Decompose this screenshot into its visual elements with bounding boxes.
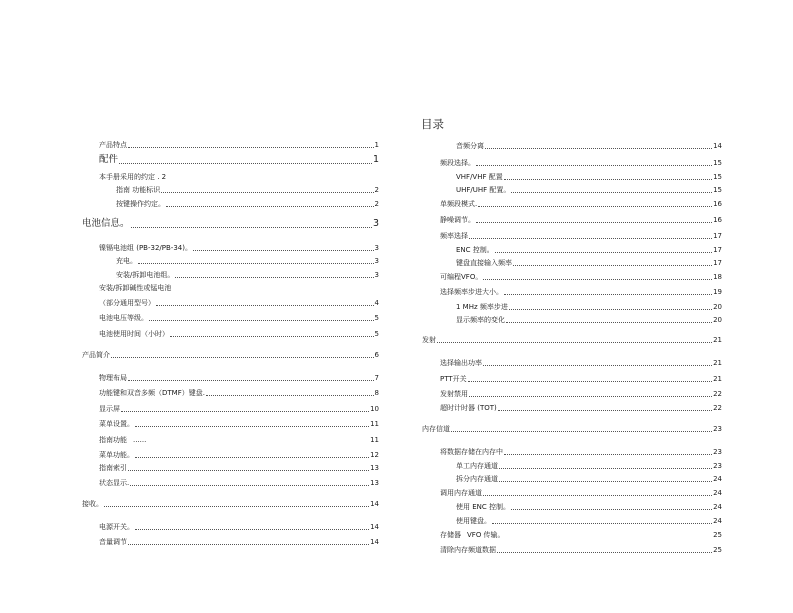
toc-page-number: 23 [713, 425, 722, 433]
toc-entry-label: 显示屏 [99, 405, 120, 413]
toc-entry[interactable] [456, 501, 722, 513]
toc-leader-dots [451, 431, 712, 432]
toc-entry[interactable] [456, 171, 722, 183]
toc-entry[interactable] [440, 446, 722, 458]
toc-entry[interactable] [456, 515, 722, 527]
toc-page-number: 19 [713, 288, 722, 296]
toc-page-number: 10 [370, 405, 379, 413]
toc-leader-dots [156, 305, 374, 306]
toc-entry[interactable] [440, 402, 722, 414]
toc-page-number: 14 [713, 142, 722, 150]
toc-entry[interactable] [99, 328, 379, 340]
toc-entry-label: 超时计时器 (TOT) [440, 404, 497, 412]
toc-leader-dots [478, 206, 712, 207]
toc-entry[interactable] [422, 334, 722, 346]
toc-entry[interactable] [440, 157, 722, 169]
toc-page-number: 1 [372, 154, 379, 165]
toc-page-number: 3 [374, 257, 379, 265]
toc-page-number: 17 [713, 259, 722, 267]
toc-entry-label: 指南索引 [99, 464, 127, 472]
toc-leader-dots [499, 481, 712, 482]
toc-entry[interactable] [99, 312, 379, 324]
toc-page-number: 24 [713, 475, 722, 483]
toc-leader-dots [513, 265, 712, 266]
toc-entry-label: 电池信息。 [82, 218, 130, 229]
toc-page-number: 24 [713, 517, 722, 525]
toc-page-number: 2 [374, 200, 379, 208]
toc-leader-dots [135, 426, 369, 427]
toc-entry[interactable] [456, 140, 722, 152]
toc-entry[interactable] [456, 314, 722, 326]
toc-entry-label: 选择输出功率 [440, 359, 482, 367]
toc-entry[interactable] [99, 536, 379, 548]
toc-leader-dots [469, 238, 712, 239]
toc-leader-dots [206, 395, 374, 396]
toc-entry-label: 指南 功能标识 [116, 186, 161, 194]
toc-leader-dots [175, 277, 373, 278]
toc-entry[interactable] [440, 198, 722, 210]
toc-entry[interactable] [99, 403, 379, 415]
toc-entry-label: 按键操作约定。 [116, 200, 165, 208]
toc-title: 目录 [421, 117, 444, 131]
toc-page-number: 1 [374, 141, 379, 149]
toc-entry-label: 发射 [422, 336, 436, 344]
toc-leader-dots [499, 468, 712, 469]
toc-entry[interactable] [440, 373, 722, 385]
toc-entry[interactable] [116, 198, 379, 210]
toc-leader-dots [469, 396, 712, 397]
toc-leader-dots [130, 485, 369, 486]
toc-entry[interactable] [82, 217, 379, 231]
toc-entry-label: 清除内存频道数据 [440, 546, 496, 554]
toc-entry[interactable] [99, 434, 379, 446]
toc-leader-dots [128, 544, 369, 545]
toc-leader-dots [170, 336, 374, 337]
toc-page-number: 11 [370, 420, 379, 428]
toc-page-number: 22 [713, 390, 722, 398]
toc-entry[interactable] [440, 487, 722, 499]
toc-entry-label: UHF/UHF 配置。 [456, 186, 511, 194]
toc-entry-label: 指南功能 [99, 436, 127, 444]
toc-leader-dots [485, 148, 712, 149]
toc-entry-label: 使用键盘。 [456, 517, 491, 525]
toc-leader-dots [119, 163, 372, 164]
toc-entry-label: 使用 ENC 控制。 [456, 503, 510, 511]
toc-leader-dots [166, 206, 374, 207]
toc-leader-dots [492, 523, 712, 524]
toc-entry-label: VHF/VHF 配置 [456, 173, 503, 181]
toc-leader-dots [131, 227, 372, 228]
toc-leader-dots [121, 411, 369, 412]
toc-entry[interactable] [99, 462, 379, 474]
toc-page-number: 16 [713, 200, 722, 208]
toc-page-number: 14 [370, 538, 379, 546]
toc-entry-label: 功能键和双音多频（DTMF）键盘. [99, 389, 205, 397]
toc-leader-dots [111, 357, 374, 358]
toc-page-number: 13 [370, 479, 379, 487]
toc-page-number: 5 [374, 314, 379, 322]
toc-page-number: 24 [713, 489, 722, 497]
toc-leader-dots [128, 380, 374, 381]
toc-entry[interactable] [116, 255, 379, 267]
toc-entry[interactable] [440, 529, 722, 541]
toc-entry-label: 频率选择 [440, 232, 468, 240]
toc-entry-label: 配件 [99, 154, 119, 165]
toc-entry-label: （部分通用型号） [99, 299, 155, 307]
toc-entry-label: 单频段模式. [440, 200, 478, 208]
toc-entry[interactable] [99, 521, 379, 533]
toc-entry-label: PTT开关 [440, 375, 467, 383]
toc-entry-label: 电池电压等级。 [99, 314, 148, 322]
toc-leader-dots [483, 365, 712, 366]
toc-entry-label: 本手册采用的约定 . 2 [99, 173, 167, 181]
toc-page-number: 3 [372, 218, 379, 229]
toc-leader-dots [104, 506, 369, 507]
toc-leader-dots [476, 222, 712, 223]
toc-entry[interactable] [99, 171, 200, 183]
toc-entry[interactable] [99, 282, 300, 294]
toc-page-number: 21 [713, 375, 722, 383]
toc-entry-label: 安装/拆卸电池组。 [116, 271, 175, 279]
toc-leader-dots [483, 279, 712, 280]
toc-page-number: 3 [374, 244, 379, 252]
toc-leader-dots [135, 457, 369, 458]
toc-page-number: 21 [713, 336, 722, 344]
toc-page-number: 20 [713, 303, 722, 311]
toc-entry-label: 调用内存通道 [440, 489, 482, 497]
toc-page-number: 14 [370, 500, 379, 508]
toc-leader-dots [498, 410, 712, 411]
toc-page-number: 14 [370, 523, 379, 531]
toc-entry[interactable] [99, 242, 379, 254]
toc-entry-label: 音频分离 [456, 142, 484, 150]
toc-entry-label: 可编程VFO。 [440, 273, 483, 281]
toc-page-number: 7 [374, 374, 379, 382]
toc-leader-dots [511, 192, 712, 193]
toc-page-number: 25 [713, 546, 722, 554]
toc-entry-label: 存储器 [440, 531, 461, 539]
toc-entry-label: 菜单功能。 [99, 451, 134, 459]
toc-entry-label: 音量调节 [99, 538, 127, 546]
toc-leader-dots [193, 250, 374, 251]
toc-entry[interactable] [440, 544, 722, 556]
toc-page-number: 15 [713, 186, 722, 194]
toc-entry-label: 状态显示. [99, 479, 130, 487]
toc-leader-dots [149, 320, 374, 321]
toc-entry-label: 静噪调节。 [440, 216, 475, 224]
toc-page-number: 13 [370, 464, 379, 472]
toc-leader-dots [128, 470, 369, 471]
toc-entry-label: 镍镉电池组 (PB-32/PB-34)。 [99, 244, 192, 252]
toc-entry-label: 显示频率的变化 [456, 316, 505, 324]
toc-entry-label: 物理布局 [99, 374, 127, 382]
toc-entry[interactable] [440, 357, 722, 369]
toc-entry[interactable] [456, 473, 722, 485]
toc-entry[interactable] [82, 349, 379, 361]
toc-entry-label: 1 MHz 频率步进 [456, 303, 508, 311]
toc-leader-dots [509, 309, 712, 310]
toc-entry[interactable] [456, 301, 722, 313]
toc-leader-dots [511, 509, 712, 510]
toc-entry-label: 充电。 [116, 257, 137, 265]
toc-leader-dots [504, 454, 712, 455]
toc-entry-label: 产品特点 [99, 141, 127, 149]
toc-page-number: 25 [713, 531, 722, 539]
toc-entry[interactable] [99, 418, 379, 430]
toc-entry[interactable] [440, 271, 722, 283]
toc-leader-dots [135, 529, 369, 530]
toc-page-number: 22 [713, 404, 722, 412]
toc-entry-label: 电源开关。 [99, 523, 134, 531]
toc-page-number: 20 [713, 316, 722, 324]
toc-leader-dots [495, 252, 712, 253]
toc-entry[interactable] [99, 449, 379, 461]
toc-leader-dots [504, 179, 712, 180]
toc-page-number: 4 [374, 299, 379, 307]
toc-entry-mid-text: VFO 传输。 [467, 531, 505, 539]
toc-entry[interactable] [456, 460, 722, 472]
toc-leader-dots [437, 342, 712, 343]
toc-page-number: 23 [713, 448, 722, 456]
toc-leader-dots [504, 294, 712, 295]
toc-leader-dots [128, 147, 374, 148]
toc-page-number: 24 [713, 503, 722, 511]
toc-entry[interactable] [82, 498, 379, 510]
toc-entry[interactable] [440, 230, 722, 242]
toc-page-number: 16 [713, 216, 722, 224]
toc-entry-label: 单工内存通道 [456, 462, 498, 470]
toc-page-number: 3 [374, 271, 379, 279]
toc-leader-dots [468, 381, 712, 382]
toc-entry-label: 键盘直接输入频率 [456, 259, 512, 267]
toc-entry[interactable] [99, 153, 379, 167]
toc-page-number: 11 [370, 436, 379, 444]
toc-entry[interactable] [440, 388, 722, 400]
toc-leader-dots [476, 165, 712, 166]
toc-entry[interactable] [456, 244, 722, 256]
toc-entry-label: 发射禁用 [440, 390, 468, 398]
toc-page-number: 15 [713, 159, 722, 167]
toc-entry-label: 安装/拆卸碱性或锰电池 [99, 284, 172, 292]
toc-page-number: 15 [713, 173, 722, 181]
toc-page-number: 12 [370, 451, 379, 459]
toc-leader-dots [138, 263, 374, 264]
toc-page-number: 21 [713, 359, 722, 367]
toc-entry-label: 将数据存储在内存中 [440, 448, 503, 456]
toc-entry-label: ENC 控制。 [456, 246, 494, 254]
toc-entry[interactable] [422, 423, 722, 435]
toc-entry[interactable] [99, 477, 379, 489]
toc-leader-dots [483, 495, 712, 496]
toc-entry-label: 接收。 [82, 500, 103, 508]
toc-entry-label: 拆分内存通道 [456, 475, 498, 483]
toc-entry[interactable] [99, 372, 379, 384]
toc-entry[interactable] [456, 184, 722, 196]
toc-page-number: 18 [713, 273, 722, 281]
toc-entry[interactable] [99, 387, 379, 399]
toc-page-number: 6 [374, 351, 379, 359]
toc-entry[interactable] [456, 257, 722, 269]
toc-page-number: 5 [374, 330, 379, 338]
toc-leader-dots [161, 192, 373, 193]
toc-entry[interactable] [440, 214, 722, 226]
toc-entry-label: 产品简介 [82, 351, 110, 359]
toc-entry-label: 频段选择。 [440, 159, 475, 167]
toc-entry[interactable] [440, 286, 722, 298]
toc-entry-label: 内存信道 [422, 425, 450, 433]
toc-entry[interactable] [116, 184, 379, 196]
toc-page-number: 23 [713, 462, 722, 470]
toc-entry[interactable] [99, 139, 379, 151]
toc-entry-mid-text: ...... [133, 436, 147, 444]
toc-entry-label: 菜单设置。 [99, 420, 134, 428]
toc-entry-label: 选择频率步进大小。 [440, 288, 503, 296]
toc-page-number: 2 [374, 186, 379, 194]
toc-entry[interactable] [99, 297, 379, 309]
toc-entry-label: 电池使用时间（小时） [99, 330, 169, 338]
toc-leader-dots [497, 552, 712, 553]
toc-page-number: 17 [713, 246, 722, 254]
toc-entry[interactable] [116, 269, 379, 281]
toc-leader-dots [506, 322, 712, 323]
toc-page-number: 8 [374, 389, 379, 397]
toc-page-number: 17 [713, 232, 722, 240]
